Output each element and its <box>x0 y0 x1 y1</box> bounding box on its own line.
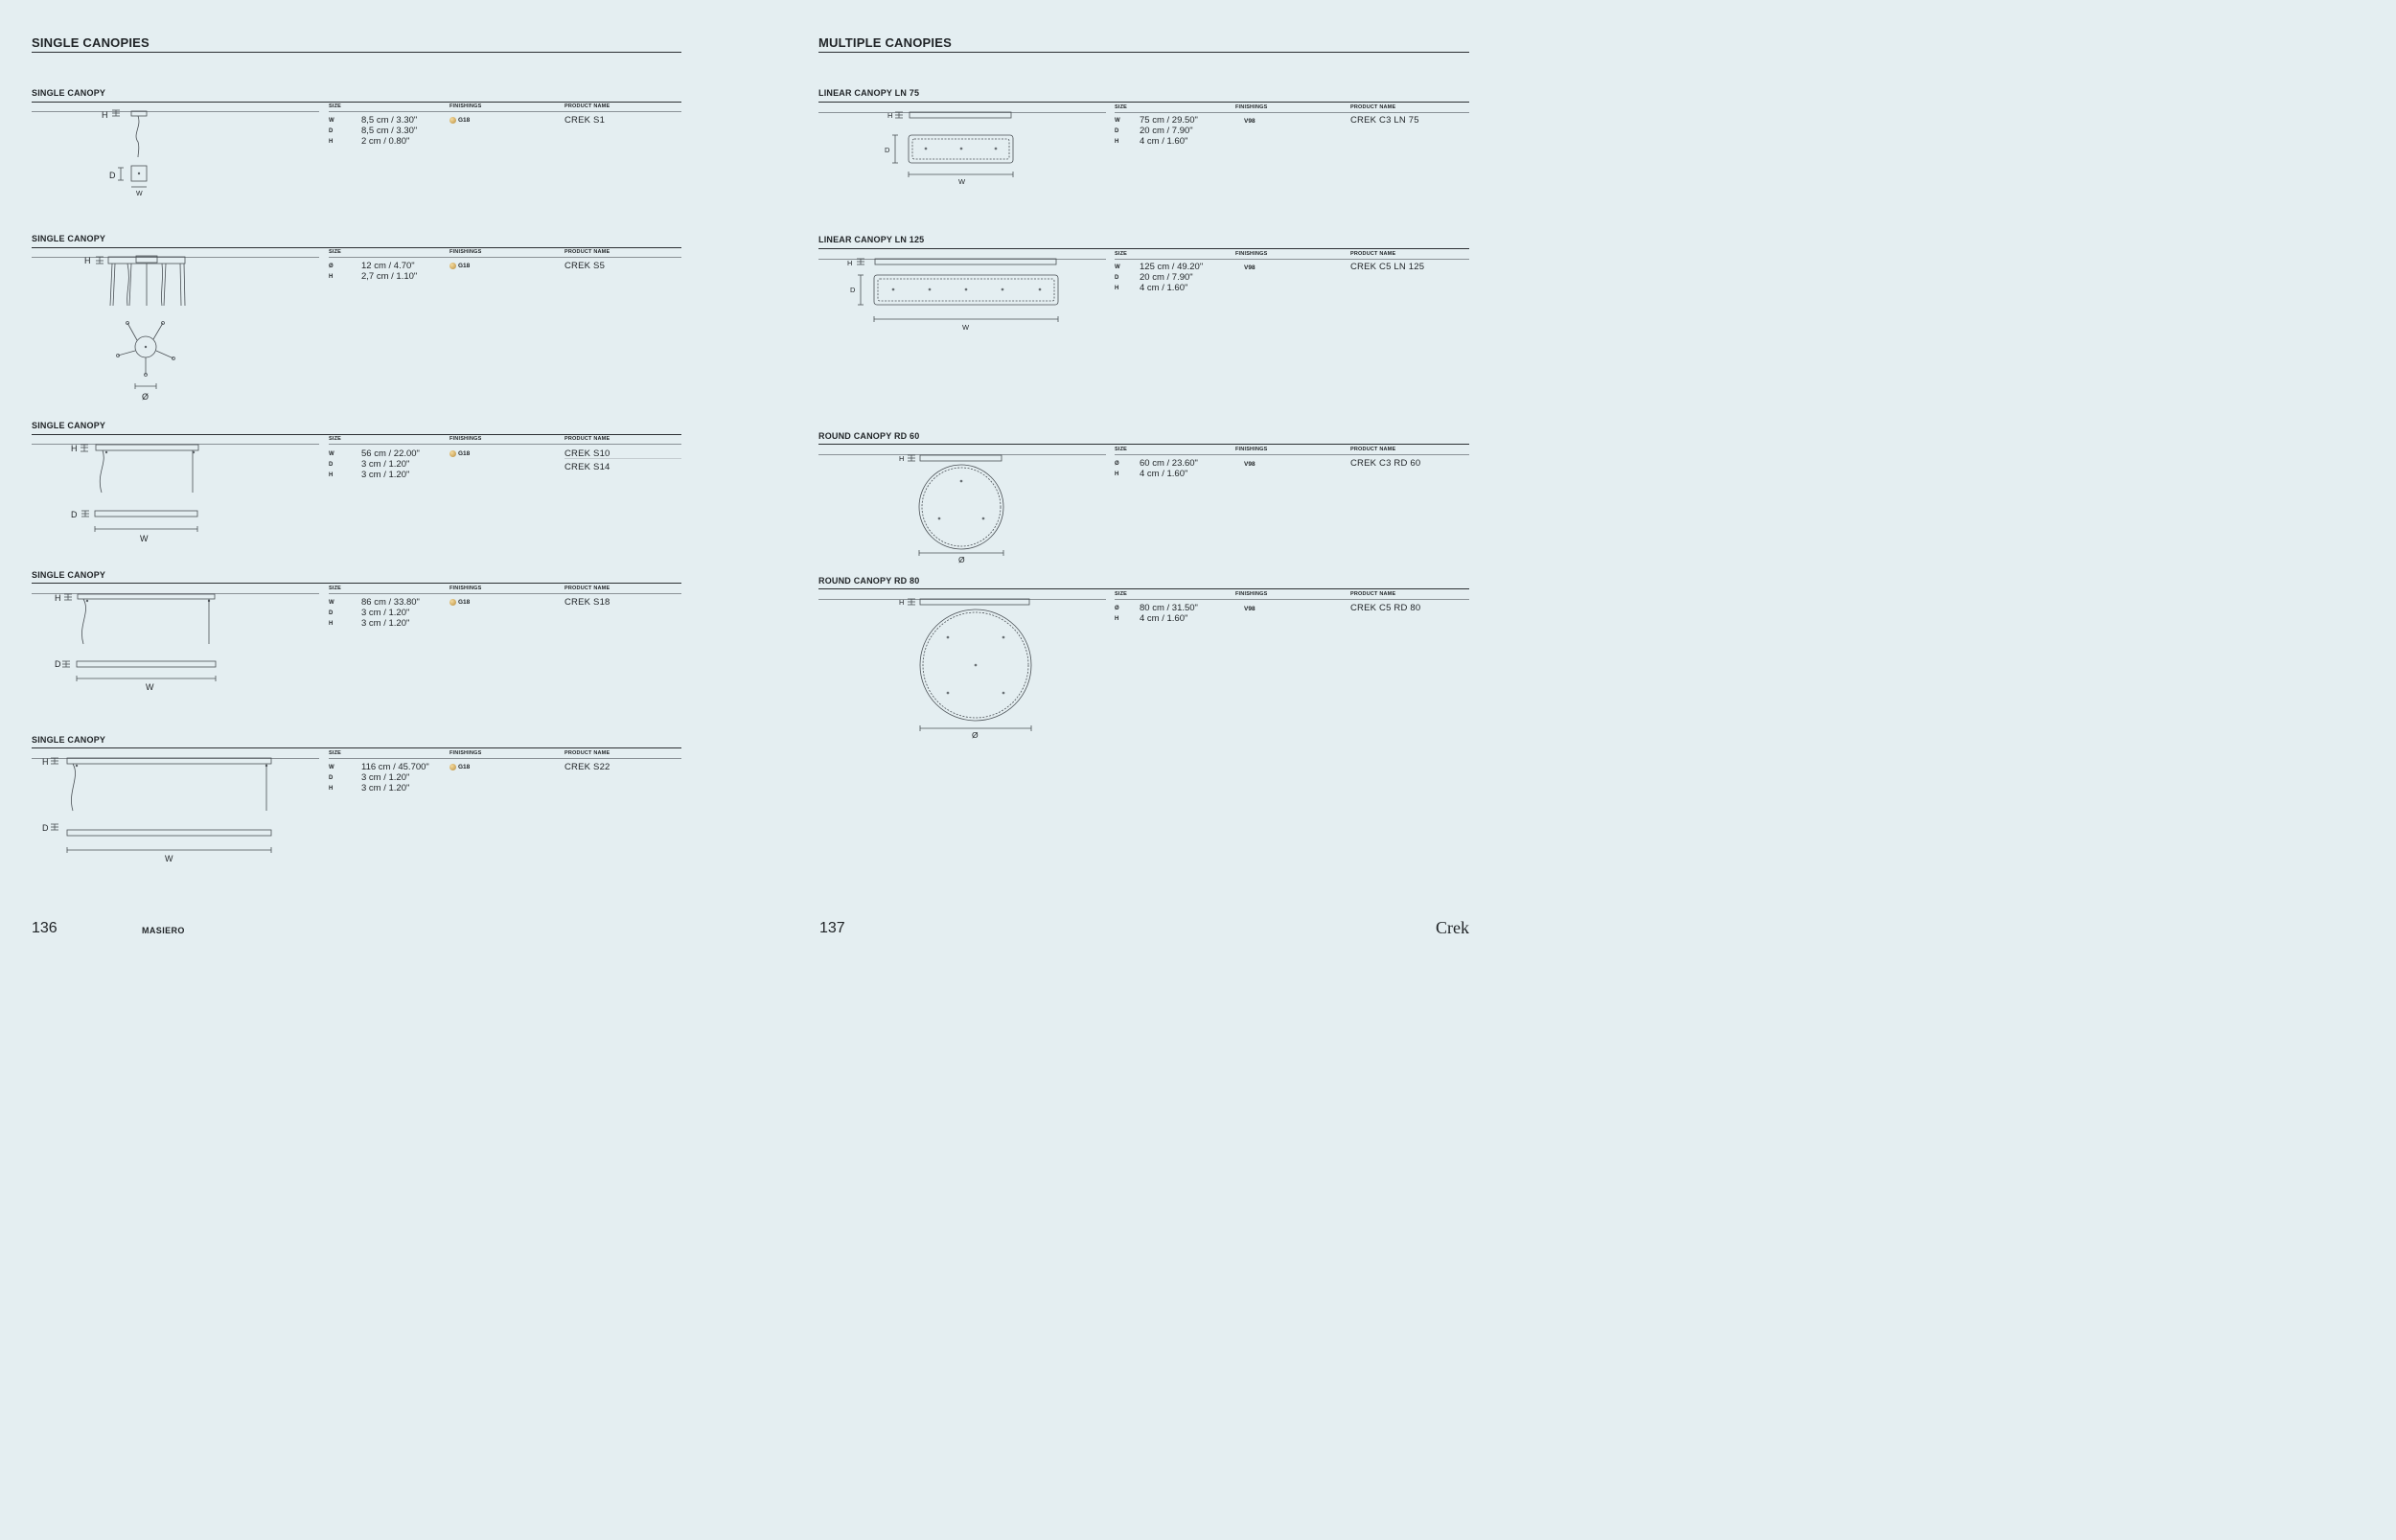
dim-value: 20 cm / 7.90" <box>1140 126 1193 136</box>
product-name: CREK S18 <box>564 597 611 608</box>
dim-row <box>1115 136 1187 147</box>
col-header-finishings: FINISHINGS <box>1235 447 1268 452</box>
col-header-size: SIZE <box>329 103 342 109</box>
crek-logo: Crek <box>1436 918 1469 937</box>
section-rule <box>32 102 681 103</box>
canopy-s22-drawing <box>38 753 288 868</box>
col-header-size: SIZE <box>329 249 342 255</box>
section-title: SINGLE CANOPY <box>32 88 106 98</box>
dim-value: 3 cm / 1.20" <box>361 608 410 618</box>
product-name: CREK C5 RD 80 <box>1350 603 1421 613</box>
section-title: SINGLE CANOPY <box>32 421 106 430</box>
product-name: CREK S10 <box>564 448 611 459</box>
canopy-ln125-drawing <box>843 253 1073 334</box>
dim-value: 3 cm / 1.20" <box>361 618 410 629</box>
dim-label: D <box>1115 274 1119 281</box>
drawing-label-diameter: Ø <box>958 555 965 564</box>
drawing-label-w: W <box>140 534 149 543</box>
section-rule <box>32 247 681 248</box>
dim-label: W <box>1115 264 1120 270</box>
dim-row <box>329 261 415 271</box>
header-rule <box>1115 599 1469 600</box>
left-page-title: SINGLE CANOPIES <box>32 35 150 50</box>
dim-label: H <box>329 471 334 478</box>
dim-label: W <box>329 450 334 457</box>
finishing <box>449 115 470 126</box>
col-header-product: PRODUCT NAME <box>564 103 611 109</box>
dim-label: Ø <box>1115 460 1119 467</box>
drawing-label-w: W <box>146 682 154 692</box>
finishing <box>449 597 470 608</box>
dim-label: H <box>1115 471 1119 477</box>
canopy-rd60-drawing <box>891 450 1016 565</box>
drawing-label-d: D <box>71 510 78 519</box>
dim-value: 4 cm / 1.60" <box>1140 283 1188 293</box>
dim-row <box>1115 469 1187 479</box>
dim-value: 3 cm / 1.20" <box>361 459 410 470</box>
drawing-label-h: H <box>84 256 91 265</box>
header-rule <box>329 111 681 112</box>
canopy-s18-drawing <box>53 588 225 694</box>
gold-finish-swatch-icon <box>449 764 456 770</box>
dim-row <box>1115 262 1203 272</box>
col-header-size: SIZE <box>1115 104 1128 110</box>
dim-label: H <box>329 620 334 627</box>
col-header-finishings: FINISHINGS <box>449 586 482 591</box>
product-name: CREK S1 <box>564 115 606 126</box>
dim-value: 3 cm / 1.20" <box>361 470 410 480</box>
header-rule <box>329 593 681 594</box>
section-title: SINGLE CANOPY <box>32 570 106 580</box>
dim-row <box>329 448 420 459</box>
drawing-label-h: H <box>42 757 49 767</box>
dim-row <box>329 126 417 136</box>
product-name: CREK C5 LN 125 <box>1350 262 1425 272</box>
dim-row <box>329 783 409 793</box>
section-rule <box>32 434 681 435</box>
finishing-code: V98 <box>1244 264 1256 271</box>
dim-value: 3 cm / 1.20" <box>361 783 410 793</box>
dim-value: 8,5 cm / 3.30" <box>361 126 418 136</box>
section-rule <box>818 444 1469 445</box>
dim-value: 4 cm / 1.60" <box>1140 469 1188 479</box>
drawing-label-h: H <box>899 454 905 463</box>
header-rule <box>329 758 681 759</box>
dim-label: W <box>329 764 334 770</box>
dim-row <box>329 762 429 772</box>
section-title: SINGLE CANOPY <box>32 234 106 243</box>
dim-value: 86 cm / 33.80" <box>361 597 420 608</box>
product-name: CREK S5 <box>564 261 606 271</box>
finishing-code: G18 <box>458 599 471 606</box>
product-name: CREK S14 <box>564 462 611 472</box>
dim-label: H <box>329 785 334 792</box>
col-header-size: SIZE <box>329 750 342 756</box>
dim-value: 4 cm / 1.60" <box>1140 613 1188 624</box>
section-rule <box>818 102 1469 103</box>
dim-row <box>329 459 409 470</box>
header-rule <box>1115 259 1469 260</box>
col-header-size: SIZE <box>1115 447 1128 452</box>
drawing-label-d: D <box>885 146 890 154</box>
dim-label: Ø <box>1115 605 1119 611</box>
dim-label: H <box>1115 615 1119 622</box>
drawing-ceiling-rule <box>32 111 319 112</box>
header-rule <box>329 444 681 445</box>
brand-name: MASIERO <box>142 926 185 935</box>
product-name: CREK C3 RD 60 <box>1350 458 1421 469</box>
col-header-finishings: FINISHINGS <box>449 103 482 109</box>
dim-value: 12 cm / 4.70" <box>361 261 415 271</box>
col-header-finishings: FINISHINGS <box>1235 591 1268 597</box>
dim-row <box>329 136 409 147</box>
drawing-label-diameter: Ø <box>142 392 150 402</box>
dim-row <box>1115 126 1193 136</box>
finishing-code: G18 <box>458 117 471 124</box>
gold-finish-swatch-icon <box>449 263 456 269</box>
section-title: LINEAR CANOPY LN 125 <box>818 235 925 244</box>
dim-value: 116 cm / 45.700" <box>361 762 429 772</box>
drawing-label-d: D <box>55 659 61 669</box>
dim-row <box>1115 115 1198 126</box>
dim-value: 20 cm / 7.90" <box>1140 272 1193 283</box>
gold-finish-swatch-icon <box>449 599 456 606</box>
drawing-label-w: W <box>136 191 143 197</box>
dim-label: Ø <box>329 263 334 269</box>
dim-row <box>1115 603 1198 613</box>
canopy-s5-drawing <box>81 253 196 406</box>
gold-finish-swatch-icon <box>449 450 456 457</box>
header-rule <box>1115 112 1469 113</box>
canopy-s1-drawing <box>96 107 163 203</box>
canopy-rd80-drawing <box>891 594 1045 747</box>
dim-label: D <box>329 609 334 616</box>
finishing <box>449 448 470 459</box>
section-title: LINEAR CANOPY LN 75 <box>818 88 920 98</box>
drawing-label-h: H <box>71 444 78 453</box>
dim-label: W <box>1115 117 1120 124</box>
finishing-code: V98 <box>1244 118 1256 125</box>
col-header-finishings: FINISHINGS <box>449 436 482 442</box>
col-header-size: SIZE <box>1115 251 1128 257</box>
col-header-finishings: FINISHINGS <box>449 249 482 255</box>
left-title-rule <box>32 52 681 53</box>
dim-label: H <box>329 138 334 145</box>
drawing-label-w: W <box>958 177 966 186</box>
dim-label: H <box>329 273 334 280</box>
col-header-product: PRODUCT NAME <box>1350 251 1396 257</box>
left-page-number: 136 <box>32 920 58 936</box>
col-header-size: SIZE <box>329 436 342 442</box>
finishing-code: G18 <box>458 764 471 770</box>
dim-row <box>329 115 417 126</box>
drawing-label-h: H <box>899 598 905 607</box>
canopy-ln75-drawing <box>880 107 1024 189</box>
dim-row <box>329 772 409 783</box>
section-rule <box>818 588 1469 589</box>
drawing-label-diameter: Ø <box>972 730 979 740</box>
col-header-finishings: FINISHINGS <box>1235 104 1268 110</box>
dim-row <box>1115 272 1193 283</box>
dim-row <box>1115 613 1187 624</box>
dim-value: 56 cm / 22.00" <box>361 448 420 459</box>
col-header-product: PRODUCT NAME <box>1350 447 1396 452</box>
dim-label: W <box>329 117 334 124</box>
section-rule <box>818 248 1469 249</box>
dim-label: D <box>329 461 334 468</box>
col-header-product: PRODUCT NAME <box>1350 104 1396 110</box>
section-title: SINGLE CANOPY <box>32 735 106 745</box>
dim-label: H <box>1115 138 1119 145</box>
finishing-code: G18 <box>458 450 471 457</box>
dim-row <box>329 271 417 282</box>
header-rule <box>329 257 681 258</box>
product-name: CREK C3 LN 75 <box>1350 115 1419 126</box>
right-page-number: 137 <box>819 920 845 936</box>
dim-row <box>329 608 409 618</box>
drawing-label-h: H <box>847 259 853 267</box>
col-header-product: PRODUCT NAME <box>564 586 611 591</box>
header-rule <box>1115 454 1469 455</box>
dim-label: D <box>1115 127 1119 134</box>
canopy-s10-drawing <box>67 440 211 545</box>
right-title-rule <box>818 52 1469 53</box>
product-divider <box>564 458 681 459</box>
col-header-product: PRODUCT NAME <box>1350 591 1396 597</box>
section-title: ROUND CANOPY RD 80 <box>818 576 920 586</box>
dim-row <box>1115 283 1187 293</box>
drawing-label-h: H <box>55 593 61 603</box>
drawing-label-w: W <box>165 854 173 863</box>
dim-row <box>329 470 409 480</box>
dim-label: D <box>329 127 334 134</box>
dim-value: 60 cm / 23.60" <box>1140 458 1198 469</box>
col-header-product: PRODUCT NAME <box>564 249 611 255</box>
dim-label: H <box>1115 285 1119 291</box>
dim-value: 8,5 cm / 3.30" <box>361 115 418 126</box>
finishing-code: V98 <box>1244 461 1256 468</box>
finishing-code: V98 <box>1244 606 1256 612</box>
right-page-title: MULTIPLE CANOPIES <box>818 35 952 50</box>
dim-value: 4 cm / 1.60" <box>1140 136 1188 147</box>
col-header-size: SIZE <box>329 586 342 591</box>
drawing-label-w: W <box>962 323 970 332</box>
drawing-label-d: D <box>42 823 49 833</box>
gold-finish-swatch-icon <box>449 117 456 124</box>
drawing-label-d: D <box>850 286 856 294</box>
col-header-finishings: FINISHINGS <box>1235 251 1268 257</box>
dim-value: 2 cm / 0.80" <box>361 136 410 147</box>
col-header-finishings: FINISHINGS <box>449 750 482 756</box>
dim-value: 80 cm / 31.50" <box>1140 603 1198 613</box>
dim-value: 125 cm / 49.20" <box>1140 262 1204 272</box>
drawing-label-d: D <box>109 171 116 180</box>
col-header-size: SIZE <box>1115 591 1128 597</box>
section-rule <box>32 747 681 748</box>
drawing-label-h: H <box>887 111 893 120</box>
dim-value: 2,7 cm / 1.10" <box>361 271 418 282</box>
dim-value: 3 cm / 1.20" <box>361 772 410 783</box>
finishing-code: G18 <box>458 263 471 269</box>
dim-value: 75 cm / 29.50" <box>1140 115 1198 126</box>
finishing <box>449 261 470 271</box>
dim-row <box>329 597 420 608</box>
col-header-product: PRODUCT NAME <box>564 436 611 442</box>
col-header-product: PRODUCT NAME <box>564 750 611 756</box>
drawing-label-h: H <box>102 110 108 120</box>
finishing <box>449 762 470 772</box>
section-title: ROUND CANOPY RD 60 <box>818 431 920 441</box>
section-rule <box>32 583 681 584</box>
product-name: CREK S22 <box>564 762 611 772</box>
dim-row <box>329 618 409 629</box>
dim-label: D <box>329 774 334 781</box>
dim-label: W <box>329 599 334 606</box>
dim-row <box>1115 458 1198 469</box>
